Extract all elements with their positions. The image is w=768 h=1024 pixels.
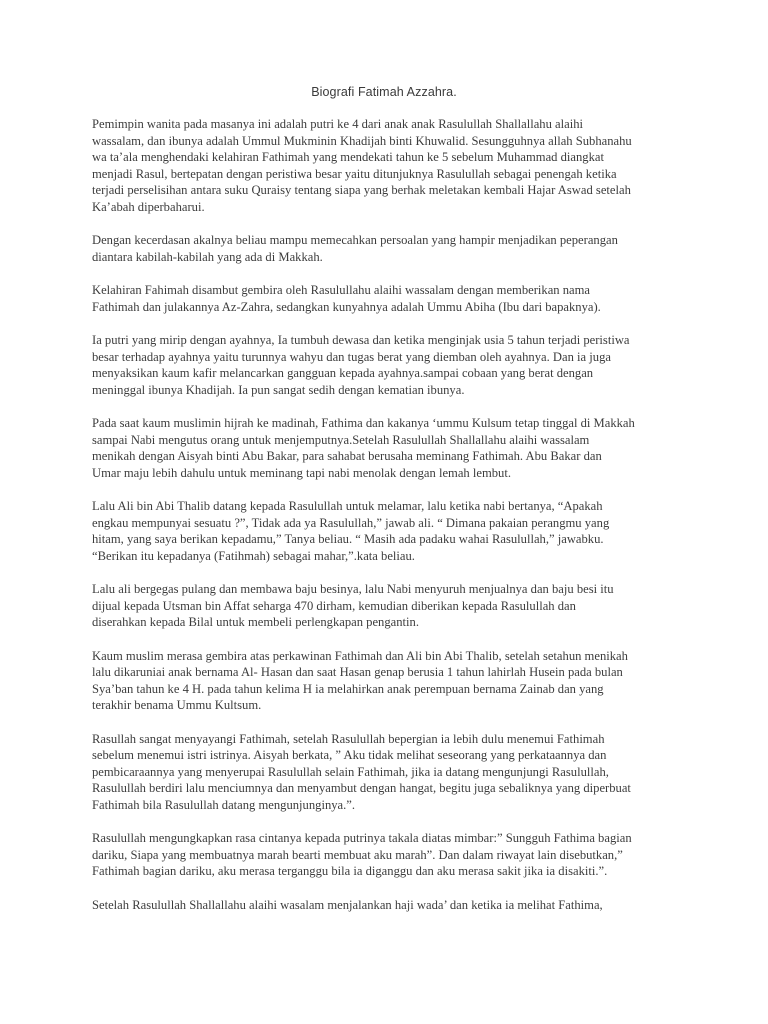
text-line: “Berikan itu kepadanya (Fatihmah) sebagai mahar,”.kata beliau. [92,548,415,563]
text-line: Rasulullah berdiri lalu menciumnya dan menyambut dengan hangat, begitu juga sebaliknya yang diperbuat [92,781,631,795]
document-body [92,116,686,930]
text-line: Ia putri yang mirip dengan ayahnya, Ia tumbuh dewasa dan ketika menginjak usia 5 tahun terjadi peristiwa [92,333,630,347]
text-line: Fathimah dan julakannya Az-Zahra, sedangkan kunyahnya adalah Ummu Abiha (Ibu dari bapaknya). [92,299,601,314]
paragraph [92,116,686,215]
text-line: Umar maju lebih dahulu untuk meminang tapi nabi menolak dengan lemah lembut. [92,465,511,480]
paragraph [92,581,686,631]
text-line: wassalam, dan ibunya adalah Ummul Mukminin Khadijah binti Khuwalid. Sesungguhnya allah Subhanahu [92,133,632,148]
text-line: Pemimpin wanita pada masanya ini adalah putri ke 4 dari anak anak Rasulullah Shallallahu alaihi [92,117,584,131]
text-line: wa ta’ala menghendaki kelahiran Fathimah yang mendekati tahun ke 5 sebelum Muhammad diangkat [92,150,604,164]
text-line: menikah dengan Aisyah binti Abu Bakar, para sahabat berusaha meminang Fathimah. Abu Bakar dan [92,449,602,463]
text-line: Sya’ban tahun ke 4 H. pada tahun kelima H ia melahirkan anak perempuan bernama Zainab dan yang [92,681,604,696]
text-line: menyaksikan kaum kafir melancarkan gangguan kepada ayahnya.sampai cobaan yang berat dengan [92,366,594,380]
paragraph [92,232,686,265]
paragraph [92,332,686,398]
paragraph [92,830,686,880]
text-line: menjadi Rasul, bertepatan dengan peristiwa besar yaitu ditunjuknya Rasulullah sebagai penengah ketika [92,166,617,181]
text-line: Fathimah bagian dariku, aku merasa terganggu bila ia diganggu dan aku merasa sakit jika ia disakiti.”. [92,864,608,878]
text-line: besar terhadap ayahnya yaitu turunnya wahyu dan tugas berat yang diemban oleh ayahnya. Dan ia juga [92,349,611,364]
paragraph [92,648,686,714]
text-line: lalu dikaruniai anak bernama Al- Hasan dan saat Hasan genap berusia 1 tahun lahirlah Husein pada bulan [92,665,623,679]
text-line: Lalu ali bergegas pulang dan membawa baju besinya, lalu Nabi menyuruh menjualnya dan baju besi itu [92,582,614,596]
text-line: hitam, yang saya berikan kepadamu,” Tanya beliau. “ Masih ada padaku wahai Rasulullah,” jawabku. [92,532,604,546]
text-line: sampai Nabi mengutus orang untuk menjemputnya.Setelah Rasulullah Shallallahu alaihi wassalam [92,432,590,447]
text-line: dariku, Siapa yang membuatnya marah bearti membuat aku marah”. Dan dalam riwayat lain disebutkan,” [92,847,623,862]
paragraph [92,282,686,315]
text-line: Rasullah sangat menyayangi Fathimah, setelah Rasulullah bepergian ia lebih dulu menemui Fathimah [92,731,605,746]
document-title: Biografi Fatimah Azzahra. [311,85,457,99]
text-line: Dengan kecerdasan akalnya beliau mampu memecahkan persoalan yang hampir menjadikan peperangan [92,233,618,247]
text-line: Setelah Rasulullah Shallallahu alaihi wasalam menjalankan haji wada’ dan ketika ia melihat Fathima, [92,897,603,912]
paragraph [92,498,686,564]
text-line: Rasulullah mengungkapkan rasa cintanya kepada putrinya takala diatas mimbar:” Sungguh Fathima bagian [92,831,632,845]
paragraph [92,897,686,914]
paragraph [92,415,686,481]
text-line: Lalu Ali bin Abi Thalib datang kepada Rasulullah untuk melamar, lalu ketika nabi bertanya, “Apakah [92,499,603,513]
text-line: dijual kepada Utsman bin Affat seharga 470 dirham, kemudian diberikan kepada Rasulullah dan [92,598,576,613]
text-line: Ka’abah diperbaharui. [92,199,205,214]
text-line: terakhir benama Ummu Kultsum. [92,698,262,712]
text-line: Fathimah bila Rasulullah datang mengunjunginya.”. [92,797,356,812]
text-line: sebelum menemui istri istrinya. Aisyah berkata, ” Aku tidak melihat seseorang yang perkataannya dan [92,748,607,762]
text-line: terjadi perselisihan antara suku Quraisy tentang siapa yang berhak meletakan kembali Hajar Aswad setelah [92,183,631,197]
text-line: diantara kabilah-kabilah yang ada di Makkah. [92,249,323,264]
text-line: Pada saat kaum muslimin hijrah ke madinah, Fathima dan kakanya ‘ummu Kulsum tetap tinggal di Makkah [92,416,635,430]
text-line: diserahkan kepada Bilal untuk membeli perlengkapan pengantin. [92,615,419,629]
paragraph [92,731,686,814]
text-line: engkau mempunyai sesuatu ?”, Tidak ada ya Rasulullah,” jawab ali. “ Dimana pakaian perangmu yang [92,515,610,530]
text-line: Kelahiran Fahimah disambut gembira oleh Rasulullahu alaihi wassalam dengan memberikan nama [92,283,591,297]
text-line: pembicaraannya yang menyerupai Rasulullah selain Fathimah, jika ia datang mengunjungi Rasulullah, [92,764,609,779]
text-line: meninggal ibunya Khadijah. Ia pun sangat sedih dengan kematian ibunya. [92,382,465,397]
text-line: Kaum muslim merasa gembira atas perkawinan Fathimah dan Ali bin Abi Thalib, setelah setahun menikah [92,648,628,663]
